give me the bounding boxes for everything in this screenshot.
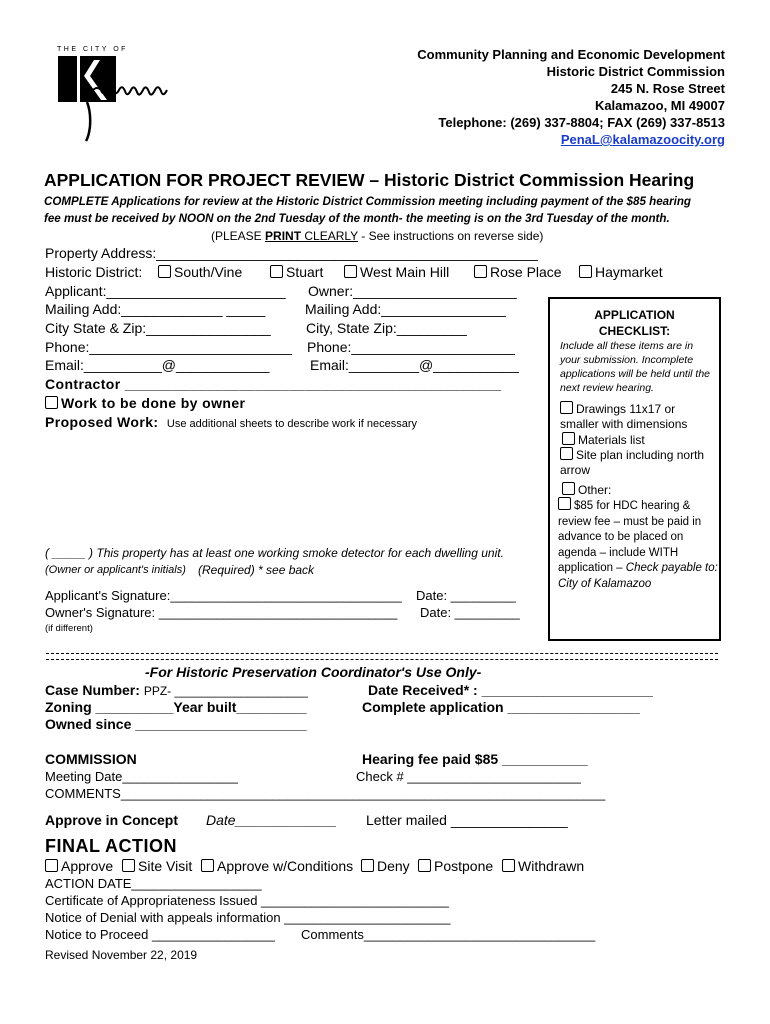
instructions-line2: fee must be received by NOON on the 2nd Tuesday of the month- the meeting is on the 3rd Tuesday of the month.	[44, 212, 670, 225]
comments-field[interactable]: COMMENTS___________________________________________________________________	[45, 786, 606, 801]
check-number-field[interactable]: Check # ________________________	[356, 769, 581, 784]
checkbox-icon[interactable]	[562, 482, 575, 495]
notice-of-denial-field[interactable]: Notice of Denial with appeals information _______________________	[45, 910, 451, 925]
final-option-postpone[interactable]: Postpone	[418, 858, 493, 874]
applicant-city-field[interactable]: City State & Zip:________________	[45, 320, 271, 336]
kalamazoo-logo-mark	[57, 46, 172, 142]
office-use-heading: -For Historic Preservation Coordinator's Use Only-	[145, 664, 482, 680]
initials-note: (Owner or applicant's initials)	[45, 564, 186, 576]
checklist-item-site-plan[interactable]: Site plan including north arrow	[560, 448, 705, 477]
owner-phone-field[interactable]: Phone:_____________________	[307, 339, 515, 355]
smoke-detector-statement[interactable]: ( _____ ) This property has at least one working smoke detector for each dwelling unit.	[45, 546, 504, 560]
checklist-note: Include all these items are in your submission. Incomplete applications will be held until the next review hearing.	[560, 340, 711, 394]
complete-application-field[interactable]: Complete application _________________	[362, 699, 640, 715]
certificate-issued-field[interactable]: Certificate of Appropriateness Issued __________________________	[45, 893, 450, 908]
checklist-item-drawings[interactable]: Drawings 11x17 or smaller with dimensions	[560, 402, 688, 431]
required-note: (Required) * see back	[198, 563, 315, 577]
owner-email-field[interactable]: Email:_________@___________	[310, 357, 519, 373]
checkbox-icon[interactable]	[45, 396, 58, 409]
owned-since-field[interactable]: Owned since ______________________	[45, 716, 307, 732]
final-option-site-visit[interactable]: Site Visit	[122, 858, 192, 874]
applicant-signature-date[interactable]: Date: _________	[416, 588, 516, 603]
header-commission: Historic District Commission	[546, 64, 725, 79]
action-date-field[interactable]: ACTION DATE__________________	[45, 876, 262, 891]
checkbox-icon[interactable]	[361, 859, 374, 872]
district-option-west-main-hill[interactable]: West Main Hill	[344, 264, 449, 280]
checkbox-icon[interactable]	[201, 859, 214, 872]
checkbox-icon[interactable]	[502, 859, 515, 872]
applicant-phone-field[interactable]: Phone:__________________________	[45, 339, 292, 355]
final-option-deny[interactable]: Deny	[361, 858, 410, 874]
owner-signature-date[interactable]: Date: _________	[420, 605, 520, 620]
instructions-line1: COMPLETE Applications for review at the Historic District Commission meeting including payment of the $85 hearing	[44, 195, 691, 208]
owner-field[interactable]: Owner:_____________________	[308, 283, 517, 299]
district-option-south-vine[interactable]: South/Vine	[158, 264, 242, 280]
final-option-approve-conditions[interactable]: Approve w/Conditions	[201, 858, 353, 874]
owner-city-field[interactable]: City, State Zip:_________	[306, 320, 467, 336]
logo-top-text: THE CITY OF	[57, 46, 128, 53]
checkbox-icon[interactable]	[122, 859, 135, 872]
zoning-year-built-field[interactable]: Zoning __________Year built_________	[45, 699, 307, 715]
hearing-fee-field[interactable]: Hearing fee paid $85 ___________	[362, 751, 588, 767]
owner-signature-field[interactable]: Owner's Signature: _________________________________	[45, 605, 398, 620]
date-received-field[interactable]: Date Received* : ______________________	[368, 682, 653, 698]
checklist-title-1: APPLICATION	[594, 308, 675, 322]
notice-to-proceed-field[interactable]: Notice to Proceed _________________	[45, 927, 275, 942]
case-number-field[interactable]: Case Number: PPZ- ____________________	[45, 682, 308, 698]
checkbox-icon[interactable]	[474, 265, 487, 278]
approve-in-concept-date[interactable]: Date_____________	[206, 812, 337, 828]
approve-in-concept-label: Approve in Concept	[45, 812, 179, 828]
checkbox-icon[interactable]	[560, 447, 573, 460]
page-title: APPLICATION FOR PROJECT REVIEW – Historic District Commission Hearing	[44, 170, 695, 190]
revision-date: Revised November 22, 2019	[45, 948, 198, 962]
section-divider	[46, 653, 718, 660]
checkbox-icon[interactable]	[418, 859, 431, 872]
contractor-field[interactable]: Contractor ______________________________________________	[45, 376, 502, 392]
historic-district-row	[45, 264, 142, 280]
checklist-item-fee[interactable]: $85 for HDC hearing & review fee – must be paid in advance to be placed on agenda – include WITH application – Check payable to: City of Kalamazoo	[558, 497, 718, 592]
header-phone: Telephone: (269) 337-8804; FAX (269) 337-8513	[438, 115, 725, 130]
final-option-approve[interactable]: Approve	[45, 858, 113, 874]
applicant-mailing-field[interactable]: Mailing Add:_____________ _____	[45, 301, 266, 317]
district-option-rose-place[interactable]: Rose Place	[474, 264, 562, 280]
final-option-withdrawn[interactable]: Withdrawn	[502, 858, 584, 874]
header-email-link[interactable]: PenaL@kalamazoocity.org	[560, 132, 725, 147]
letter-mailed-field[interactable]: Letter mailed _______________	[366, 812, 568, 828]
proposed-work-row	[45, 414, 417, 432]
district-option-haymarket[interactable]: Haymarket	[579, 264, 663, 280]
applicant-signature-field[interactable]: Applicant's Signature:________________________________	[45, 588, 402, 603]
applicant-field[interactable]: Applicant:_______________________	[45, 283, 286, 299]
print-clearly-note: (PLEASE PRINT CLEARLY - See instructions on reverse side)	[211, 229, 544, 243]
checkbox-icon[interactable]	[562, 432, 575, 445]
header-street: 245 N. Rose Street	[610, 81, 725, 96]
checklist-item-materials[interactable]: Materials list	[562, 432, 717, 448]
final-action-heading: FINAL ACTION	[45, 836, 177, 856]
checkbox-icon[interactable]	[270, 265, 283, 278]
checkbox-icon[interactable]	[579, 265, 592, 278]
owner-mailing-field[interactable]: Mailing Add:________________	[305, 301, 506, 317]
city-logo	[57, 46, 172, 142]
checklist-item-other[interactable]: Other:	[562, 482, 717, 498]
property-address-field[interactable]: Property Address:_________________________________________________	[45, 245, 538, 261]
header-dept: Community Planning and Economic Development	[417, 47, 725, 62]
checklist-title-2: CHECKLIST:	[598, 324, 671, 338]
application-checklist	[548, 297, 721, 641]
checkbox-icon[interactable]	[45, 859, 58, 872]
historic-district-label: Historic District:	[45, 264, 143, 280]
commission-heading: COMMISSION	[45, 751, 137, 767]
proposed-work-label: Proposed Work:	[45, 414, 159, 430]
proposed-work-note: Use additional sheets to describe work if necessary	[166, 418, 417, 430]
district-option-stuart[interactable]: Stuart	[270, 264, 323, 280]
applicant-email-field[interactable]: Email:__________@____________	[45, 357, 270, 373]
proposed-work-area[interactable]	[45, 434, 535, 539]
if-different-note: (if different)	[45, 623, 93, 634]
final-comments-field[interactable]: Comments________________________________	[301, 927, 596, 942]
meeting-date-field[interactable]: Meeting Date________________	[45, 769, 239, 784]
work-by-owner-option[interactable]: Work to be done by owner	[45, 395, 245, 411]
header-contact-block	[305, 46, 725, 148]
checkbox-icon[interactable]	[344, 265, 357, 278]
checkbox-icon[interactable]	[560, 401, 573, 414]
checkbox-icon[interactable]	[558, 497, 571, 510]
checkbox-icon[interactable]	[158, 265, 171, 278]
header-city: Kalamazoo, MI 49007	[594, 98, 725, 113]
